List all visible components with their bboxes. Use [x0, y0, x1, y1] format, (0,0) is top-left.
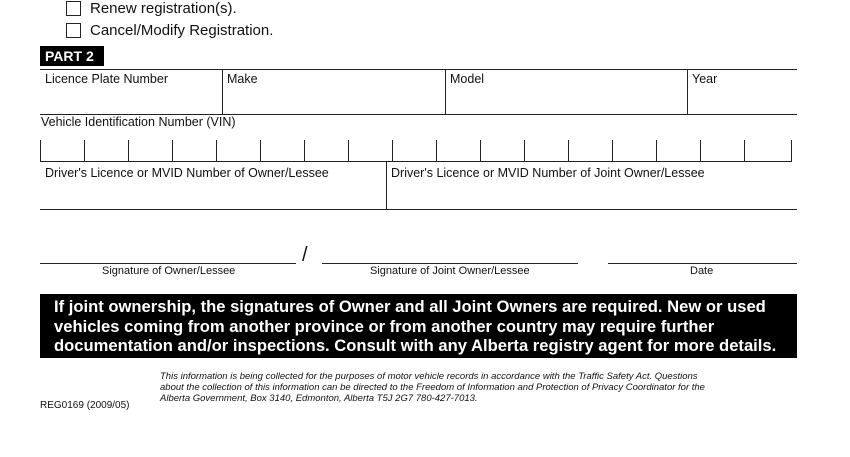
joint-ownership-notice-banner: If joint ownership, the signatures of Owner and all Joint Owners are required. New or used vehicles coming from another province or from another country may require further documentation and/or inspections. Consult with any Alberta registry agent for more details.: [40, 294, 797, 358]
divider: [445, 69, 446, 114]
vin-cell-divider: [744, 140, 745, 162]
licence-plate-input[interactable]: [42, 88, 218, 112]
renew-registration-option[interactable]: [66, 0, 237, 17]
joint-owner-licence-input[interactable]: [389, 183, 795, 207]
vin-cell-divider: [348, 140, 349, 162]
vin-cell-divider: [40, 140, 41, 162]
cancel-modify-registration-checkbox[interactable]: [66, 23, 81, 38]
cancel-modify-registration-option[interactable]: [66, 22, 273, 39]
model-input[interactable]: [448, 88, 683, 112]
vin-cell-divider: [436, 140, 437, 162]
vin-cell-divider: [480, 140, 481, 162]
date-label: Date: [690, 265, 714, 277]
divider: [687, 69, 688, 114]
owner-signature-label: Signature of Owner/Lessee: [102, 265, 236, 277]
vin-cell-divider: [172, 140, 173, 162]
vin-cell-divider: [568, 140, 569, 162]
vin-baseline: [40, 161, 792, 162]
year-input[interactable]: [690, 88, 795, 112]
vin-cell-divider: [304, 140, 305, 162]
part-2-heading: PART 2: [40, 46, 104, 66]
joint-owner-signature-label: Signature of Joint Owner/Lessee: [370, 265, 530, 277]
model-field-label: Model: [450, 72, 485, 86]
renew-registration-label: Renew registration(s).: [90, 0, 237, 17]
part-2-top-rule: [40, 69, 797, 70]
vin-cell-divider: [700, 140, 701, 162]
licence-plate-field-label: Licence Plate Number: [45, 72, 168, 86]
owner-licence-field-label: Driver's Licence or MVID Number of Owner/Lessee: [45, 166, 329, 180]
make-field-label: Make: [227, 72, 258, 86]
vin-field-label: Vehicle Identification Number (VIN): [41, 115, 236, 129]
signature-separator: /: [302, 244, 308, 266]
make-input[interactable]: [225, 88, 441, 112]
owner-signature-line[interactable]: [40, 263, 296, 264]
vin-cell-divider: [392, 140, 393, 162]
owner-licence-input[interactable]: [42, 183, 382, 207]
vin-cell-divider: [656, 140, 657, 162]
cancel-modify-registration-label: Cancel/Modify Registration.: [90, 22, 274, 39]
date-line[interactable]: [608, 263, 797, 264]
joint-owner-licence-field-label: Driver's Licence or MVID Number of Joint Owner/Lessee: [391, 166, 705, 180]
vin-cell-divider: [128, 140, 129, 162]
vin-input[interactable]: [40, 140, 792, 162]
vin-cell-divider: [612, 140, 613, 162]
joint-owner-signature-line[interactable]: [322, 263, 578, 264]
renew-registration-checkbox[interactable]: [66, 1, 81, 16]
divider: [222, 69, 223, 114]
form-code: REG0169 (2009/05): [40, 400, 130, 411]
vin-cell-divider: [791, 140, 792, 162]
vin-cell-divider: [260, 140, 261, 162]
year-field-label: Year: [692, 72, 718, 86]
row-3-bottom-rule: [40, 209, 797, 210]
divider: [386, 162, 387, 209]
privacy-notice: This information is being collected for the purposes of motor vehicle records in accordance with the Traffic Safety Act. Questions about the collection of this information can be directed to the Freedom of Information and Protection of Privacy Coordinator for the Alberta Government, Box 3140, Edmonton, Alberta T5J 2G7 780-427-7013.: [160, 371, 705, 404]
vin-cell-divider: [524, 140, 525, 162]
vin-cell-divider: [216, 140, 217, 162]
vin-cell-divider: [84, 140, 85, 162]
